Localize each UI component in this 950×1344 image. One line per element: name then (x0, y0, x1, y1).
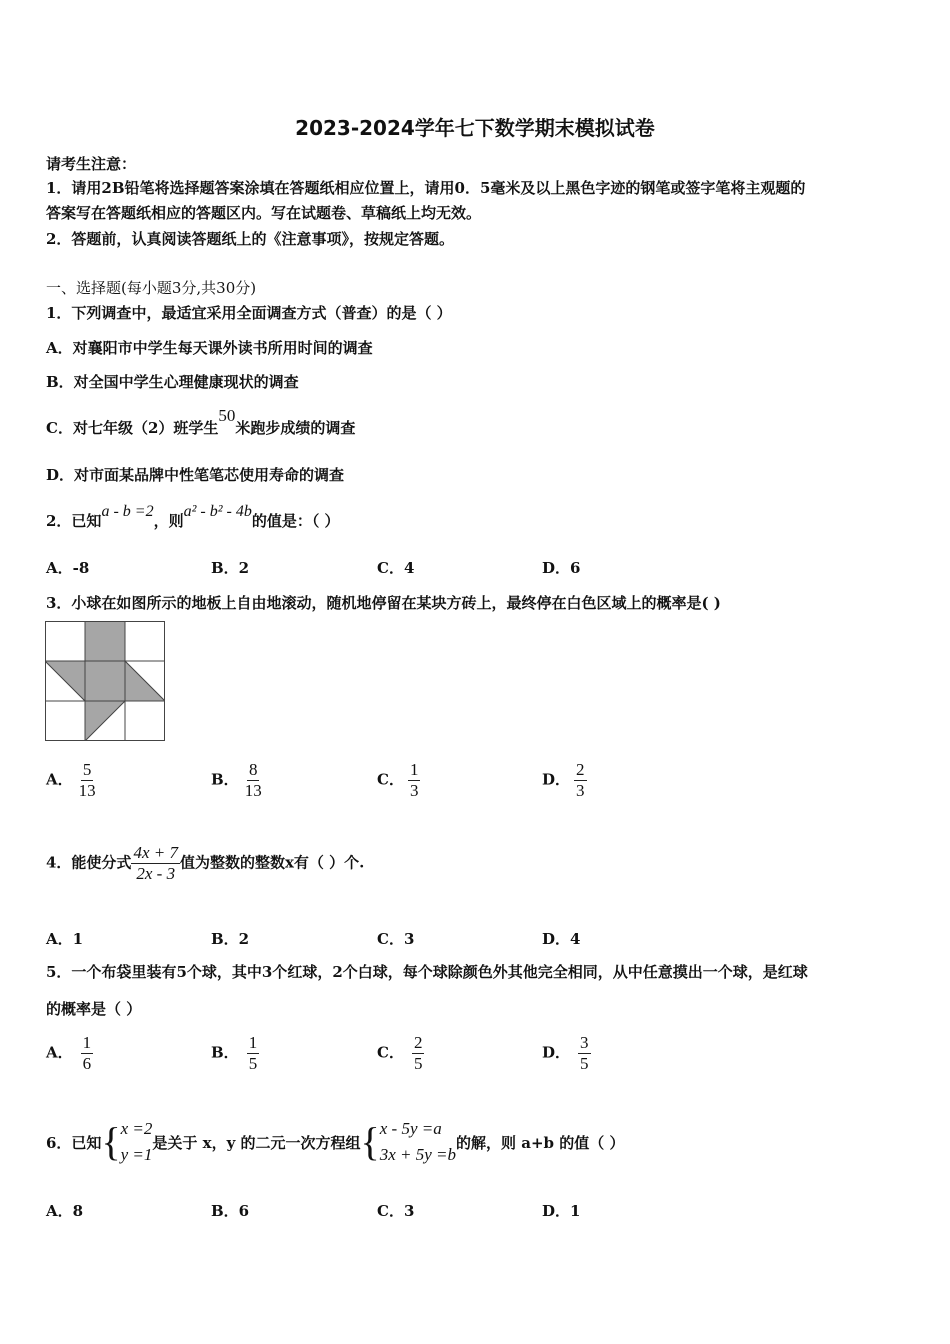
q3-d-denominator: 3 (576, 781, 585, 800)
gray-region (45, 621, 165, 741)
notice-heading: 请考生注意： (46, 155, 137, 173)
q3-b-denominator: 13 (244, 781, 262, 800)
q4-option-a: A．1 (46, 930, 84, 948)
q2-mid: ，则 (153, 512, 184, 530)
q3-option-a (46, 760, 98, 801)
notice-line2: 2．答题前，认真阅读答题纸上的《注意事项》，按规定答题。 (46, 230, 454, 248)
q2-post: 的值是：（ ） (251, 512, 340, 530)
q3-stem: 3．小球在如图所示的地板上自由地滚动，随机地停留在某块方砖上，最终停在白色区域上的概率是( ) (46, 594, 721, 612)
q4-option-d: D．4 (542, 930, 581, 948)
q6-option-c: C．3 (377, 1202, 415, 1220)
q5-c-denominator: 5 (413, 1054, 423, 1073)
q6-option-a: A．8 (46, 1202, 84, 1220)
q5-c-numerator: 2 (413, 1033, 423, 1052)
notice-line1b: 答案写在答题纸相应的答题区内。写在试题卷、草稿纸上均无效。 (46, 204, 482, 222)
q5-option-b-label: B． (211, 1043, 239, 1062)
q6-post: 的解，则 a+b 的值（ ） (456, 1133, 625, 1152)
q1-option-c-post: 米跑步成绩的调查 (235, 419, 356, 437)
q3-c-numerator: 1 (409, 760, 419, 779)
q5-d-numerator: 3 (580, 1033, 589, 1052)
section-heading: 一、选择题(每小题3分,共30分) (46, 279, 257, 297)
q4-stem (46, 843, 364, 884)
q1-option-d: D．对市面某品牌中性笔笔芯使用寿命的调查 (46, 466, 345, 484)
q6-stem (46, 1116, 624, 1168)
q5-a-numerator: 1 (82, 1033, 92, 1052)
q3-a-denominator: 13 (78, 781, 96, 800)
q5-a-denominator: 6 (82, 1054, 92, 1073)
q2-pre: 2．已知 (46, 512, 102, 530)
q4-denominator: 2x - 3 (136, 864, 176, 883)
q2-expr1: a - b =2 (101, 503, 154, 520)
q6-solution-x: x =2 (120, 1119, 153, 1138)
q5-b-numerator: 1 (248, 1033, 258, 1052)
q2-option-d: D．6 (542, 559, 581, 577)
q5-stem: 5．一个布袋里装有5个球，其中3个红球，2个白球，每个球除颜色外其他完全相同，从中任意摸出一个球，是红球 (46, 963, 808, 981)
q4-post: 值为整数的整数x有（ ）个. (179, 853, 365, 872)
q6-option-b: B．6 (211, 1202, 250, 1220)
q5-option-a-label: A． (46, 1043, 73, 1062)
q3-a-numerator: 5 (82, 760, 92, 779)
q6-option-d: D．1 (542, 1202, 581, 1220)
q4-option-b: B．2 (211, 930, 250, 948)
q3-option-b-label: B． (211, 770, 239, 789)
notice-line1: 1．请用2B铅笔将选择题答案涂填在答题纸相应位置上，请用0．5毫米及以上黑色字迹的钢笔或签字笔将主观题的 (46, 179, 806, 197)
q5-option-d-label: D． (542, 1043, 571, 1062)
q4-option-c: C．3 (377, 930, 415, 948)
q6-solution-y: y =1 (120, 1145, 153, 1164)
q6-equation-1: x - 5y =a (379, 1119, 442, 1138)
q2-option-b: B．2 (211, 559, 250, 577)
q3-c-denominator: 3 (409, 781, 419, 800)
q5-option-c (377, 1033, 424, 1074)
q6-mid: 是关于 x，y 的二元一次方程组 (152, 1133, 361, 1152)
q5-option-d (542, 1033, 591, 1074)
q3-option-d (542, 760, 587, 801)
page-title: 2023-2024学年七下数学期末模拟试卷 (295, 116, 655, 140)
floor-tile-figure (45, 621, 165, 741)
q6-brace-1: { (101, 1119, 121, 1164)
q3-option-c (377, 760, 420, 801)
q5-option-a (46, 1033, 93, 1074)
q1-option-a: A．对襄阳市中学生每天课外读书所用时间的调查 (46, 339, 373, 357)
q3-option-a-label: A． (46, 770, 73, 789)
q1-option-c (46, 406, 356, 438)
q5-option-c-label: C． (377, 1043, 404, 1062)
q5-b-denominator: 5 (248, 1054, 258, 1073)
q4-numerator: 4x + 7 (133, 843, 178, 862)
q3-d-numerator: 2 (576, 760, 585, 779)
q3-b-numerator: 8 (248, 760, 258, 779)
q6-pre: 6．已知 (46, 1133, 102, 1152)
q2-option-a: A．-8 (46, 559, 90, 577)
q1-stem: 1．下列调查中，最适宜采用全面调查方式（普查）的是（ ） (46, 304, 452, 322)
q1-option-c-num: 50 (218, 406, 236, 425)
q3-option-c-label: C． (377, 770, 404, 789)
q6-brace-2: { (360, 1119, 380, 1164)
q5-stem-2: 的概率是（ ） (46, 1000, 142, 1018)
q1-option-c-pre: C．对七年级（2）班学生 (46, 419, 219, 437)
q3-option-b (211, 760, 264, 801)
q2-stem (46, 503, 340, 531)
q5-option-b (211, 1033, 259, 1074)
q3-option-d-label: D． (542, 770, 571, 789)
q1-option-b: B．对全国中学生心理健康现状的调查 (46, 373, 299, 391)
q2-option-c: C．4 (377, 559, 415, 577)
q6-equation-2: 3x + 5y =b (379, 1145, 457, 1164)
q2-expr2: a² - b² - 4b (183, 503, 252, 520)
q4-pre: 4．能使分式 (46, 853, 132, 872)
q5-d-denominator: 5 (580, 1054, 589, 1073)
